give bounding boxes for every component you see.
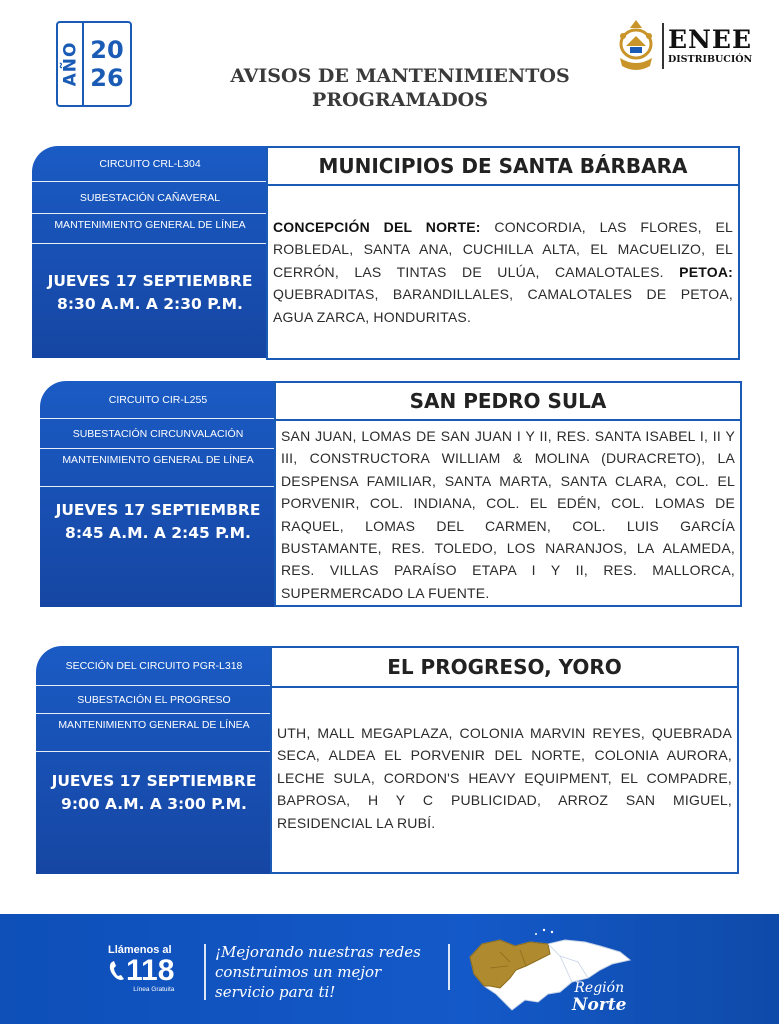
year-word: AÑO [60, 41, 80, 87]
area-heading: SAN PEDRO SULA [276, 383, 740, 421]
schedule-time: 8:30 A.M. A 2:30 P.M. [57, 295, 243, 313]
area-heading: EL PROGRESO, YORO [272, 648, 737, 688]
affected-areas: SAN JUAN, LOMAS DE SAN JUAN I Y II, RES. SANTA ISABEL I, II Y III, CONSTRUCTORA WILLIAM & MOLINA (DURACRETO), LA DESPENSA FAMILIAR, SANTA MARTA, SANTA CLARA, COL. EL PORVENIR, COL. INDIANA, COL. EL EDÉN, COL. LOMAS DE RAQUEL, LOMAS DEL CARMEN, COL. LUIS GARCÍA BUSTAMANTE, RES. TOLEDO, LOS NARANJOS, LA ALAMEDA, RES. VILLAS PARAÍSO ETAPA I Y II, RES. MALLORCA, SUPERMERCADO LA FUENTE. [281, 428, 735, 601]
page-title: AVISOS DE MANTENIMIENTOS PROGRAMADOS [230, 65, 570, 111]
schedule [36, 752, 272, 874]
circuit-label: SECCIÓN DEL CIRCUITO PGR-L318 [36, 646, 272, 686]
notice-detail-panel [274, 381, 742, 607]
area-list: CONCORDIA, LAS FLORES, EL ROBLEDAL, SANTA ANA, CUCHILLA ALTA, EL MACUELIZO, EL CERRÓN, LAS TINTAS DE ULÚA, CAMALOTALES. [273, 219, 733, 280]
schedule-date: JUEVES 17 SEPTIEMBRE [55, 501, 261, 519]
area-label: PETOA: [679, 263, 734, 280]
notice-info-panel [32, 146, 268, 358]
slogan: ¡Mejorando nuestras redes construimos un mejor servicio para ti! [215, 943, 421, 1001]
area-label: CONCEPCIÓN DEL NORTE: [273, 219, 481, 235]
schedule [32, 244, 268, 362]
maintenance-type-label: MANTENIMIENTO GENERAL DE LÍNEA [32, 214, 268, 244]
enee-logo [614, 18, 752, 74]
substation-label: SUBESTACIÓN CIRCUNVALACIÓN [40, 419, 276, 449]
schedule-date: JUEVES 17 SEPTIEMBRE [51, 772, 257, 790]
notice-info-panel [36, 646, 272, 874]
schedule-time: 9:00 A.M. A 3:00 P.M. [61, 795, 247, 813]
maintenance-type-label: MANTENIMIENTO GENERAL DE LÍNEA [36, 714, 272, 752]
region-label: Región Norte [572, 980, 627, 1015]
footer-banner [0, 914, 779, 1024]
circuit-label: CIRCUITO CRL-L304 [32, 146, 268, 182]
schedule-date: JUEVES 17 SEPTIEMBRE [47, 272, 253, 290]
hotline-number: 118 [126, 954, 175, 987]
year-badge [56, 21, 132, 107]
logo-main: ENEE [668, 25, 753, 54]
notice-block [40, 381, 742, 607]
schedule [40, 487, 276, 607]
notice-info-panel [40, 381, 276, 607]
affected-areas [273, 216, 733, 328]
logo-sub: DISTRIBUCIÓN [668, 54, 753, 65]
circuit-label: CIRCUITO CIR-L255 [40, 381, 276, 419]
hotline-sub: Línea Gratuita [133, 986, 175, 993]
honduras-emblem-icon [614, 18, 658, 74]
phone-icon [108, 960, 126, 982]
year-bottom: 26 [90, 64, 124, 92]
notice-block [32, 146, 740, 360]
schedule-time: 8:45 A.M. A 2:45 P.M. [65, 524, 251, 542]
hotline-label: Llámenos al [108, 944, 172, 956]
substation-label: SUBESTACIÓN CAÑAVERAL [32, 182, 268, 214]
affected-areas: UTH, MALL MEGAPLAZA, COLONIA MARVIN REYES, QUEBRADA SECA, ALDEA EL PORVENIR DEL NORTE, COLONIA AURORA, LECHE SULA, CORDON'S HEAVY EQUIPMENT, EL COMPADRE, BAPROSA, H Y C PUBLICIDAD, ARROZ SAN MIGUEL, RESIDENCIAL LA RUBÍ. [277, 725, 732, 831]
notice-detail-panel [266, 146, 740, 360]
maintenance-type-label: MANTENIMIENTO GENERAL DE LÍNEA [40, 449, 276, 487]
hotline [108, 944, 174, 993]
area-list: QUEBRADITAS, BARANDILLALES, CAMALOTALES DE PETOA, AGUA ZARCA, HONDURITAS. [273, 286, 733, 325]
year-top: 20 [90, 36, 124, 64]
notice-detail-panel [270, 646, 739, 874]
area-heading: MUNICIPIOS DE SANTA BÁRBARA [268, 148, 738, 186]
notice-block [36, 646, 739, 874]
substation-label: SUBESTACIÓN EL PROGRESO [36, 686, 272, 714]
